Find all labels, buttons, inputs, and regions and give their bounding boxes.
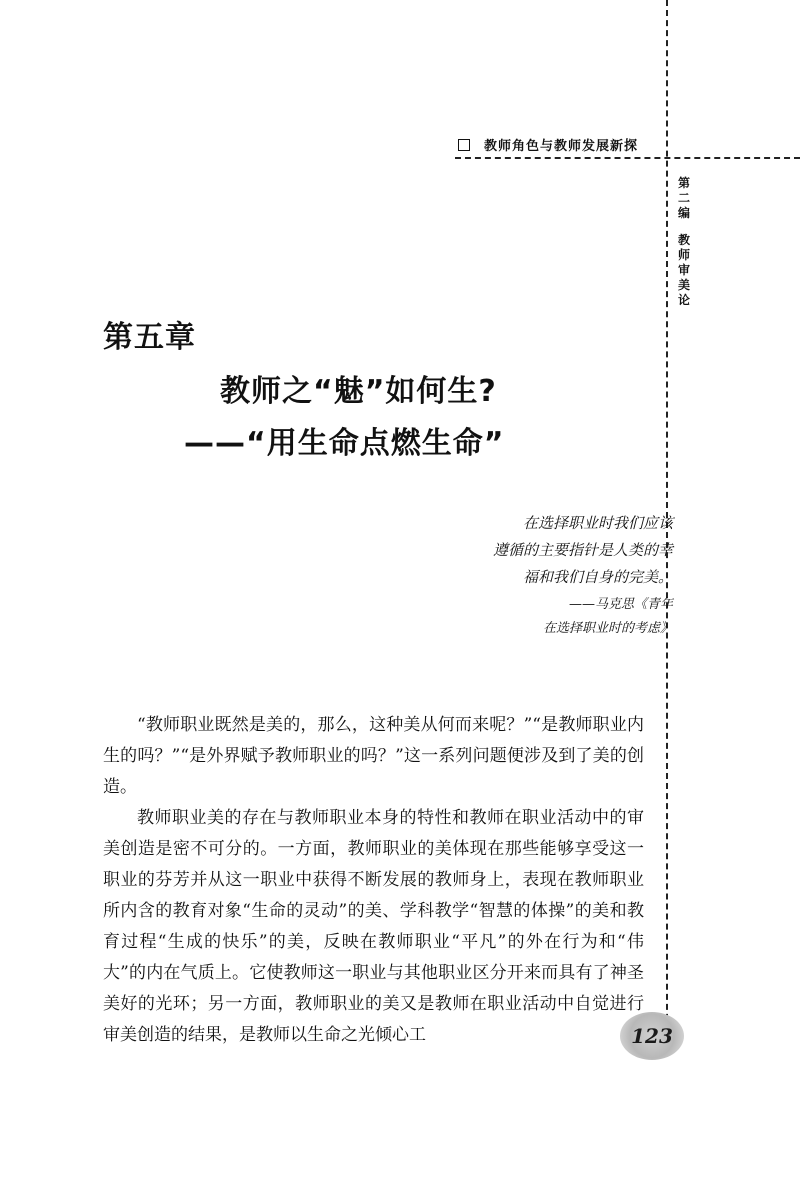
epigraph-line: 在选择职业时我们应该 [522,514,673,532]
header-title: 教师角色与教师发展新探 [484,139,639,154]
side-part-label: 第二编 [677,176,690,220]
body-text [103,710,644,1051]
epigraph-attribution [413,593,673,641]
attribution-line: ——马克思《青年 [568,597,673,612]
paragraph: 教师职业美的存在与教师职业本身的特性和教师在职业活动中的审美创造是密不可分的。一方面，教师职业的美体现在那些能够享受这一职业的芬芳并从这一职业中获得不断发展的教师身上，表现在教师职业所内含的教育对象“生命的灵动”的美、学科教学“智慧的体操”的美和教育过程“生成的快乐”的美，反映在教师职业“平凡”的外在行为和“伟大”的内在气质上。它使教师这一职业与其他职业区分开来而具有了神圣美好的光环；另一方面，教师职业的美又是教师在职业活动中自觉进行审美创造的结果，是教师以生命之光倾心工 [103,808,644,1045]
running-header [458,135,638,154]
chapter-number: 第五章 [103,320,196,355]
side-part-name: 教师审美论 [677,233,690,307]
side-section-label [676,176,692,308]
chapter-subtitle: ——“用生命点燃生命” [184,426,505,461]
header-dashed-rule [455,157,800,159]
page-number: 123 [631,1024,673,1048]
paragraph: “教师职业既然是美的，那么，这种美从何而来呢？”“是教师职业内生的吗？”“是外界赋予教师职业的吗？”这一系列问题便涉及到了美的创造。 [103,715,644,797]
chapter-title: 教师之“魅”如何生? [220,374,497,409]
epigraph [413,510,673,641]
epigraph-line: 福和我们自身的完美。 [522,568,673,586]
page-number-badge [620,1012,684,1060]
epigraph-line: 遵循的主要指针是人类的幸 [492,541,673,559]
attribution-line: 在选择职业时的考虑》 [542,621,673,636]
square-bullet-icon [458,139,470,151]
